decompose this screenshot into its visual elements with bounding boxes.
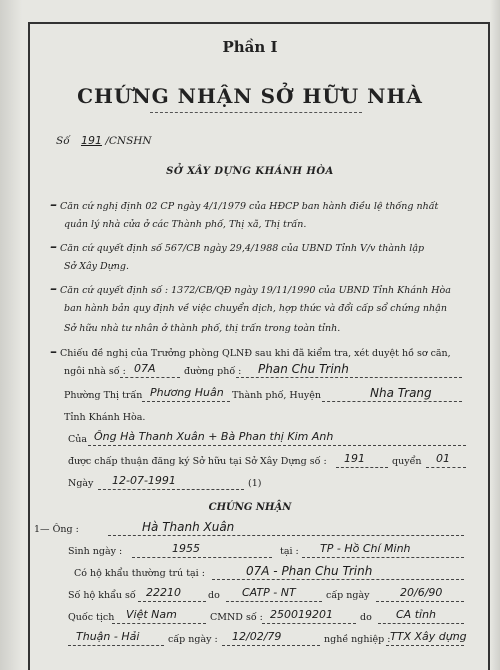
volume-label: quyển [392, 456, 422, 467]
household-date: 20/6/90 [400, 586, 443, 599]
street-label: đường phố : [184, 366, 242, 377]
owner-name: Hà Thanh Xuân [142, 520, 235, 534]
preamble-line: – Căn cứ quyết định số 567/CB ngày 29,4/1988 của UBND Tỉnh V/v thành lập [50, 239, 425, 255]
id-issuer-continued: Thuận - Hải [76, 630, 140, 643]
household-issuer-label: do [208, 590, 220, 601]
date-label: Ngày [68, 478, 94, 489]
job-label: nghề nghiệp : [324, 634, 391, 645]
number-value: 191 [80, 134, 102, 147]
pob-value: TP - Hồ Chí Minh [320, 542, 411, 555]
volume-value: 01 [436, 452, 450, 465]
footnote-mark: (1) [248, 478, 262, 489]
city-label: Thành phố, Huyện [232, 390, 321, 401]
document-title: CHỨNG NHẬN SỞ HỮU NHÀ [77, 84, 423, 108]
book-number: 191 [344, 452, 365, 465]
residence-label: Có hộ khẩu thường trú tại : [74, 568, 205, 579]
preamble-line: – Căn cứ nghị định 02 CP ngày 4/1/1979 của HĐCP ban hành điều lệ thống nhất [50, 197, 439, 213]
id-issuer-label: do [360, 612, 372, 623]
owner-name-row: 1— Ông : [34, 524, 79, 535]
id-label: CMND số : [210, 612, 263, 623]
owner-value: Ông Hà Thanh Xuân + Bà Phan thị Kim Anh [94, 430, 334, 443]
part-heading: Phần I [222, 38, 278, 56]
household-number: 22210 [146, 586, 181, 599]
pob-label: tại : [280, 546, 299, 557]
preamble-line: ban hành bản quy định về việc chuyển dịch, hợp thức và đổi cấp sổ chứng nhận [64, 303, 447, 314]
preamble-line: Sở hữu nhà tư nhân ở thành phố, thị trấn trong toàn tỉnh. [64, 323, 341, 334]
date-value: 12-07-1991 [112, 474, 176, 487]
certificate-heading: CHỨNG NHẬN [208, 502, 292, 513]
id-date: 12/02/79 [232, 630, 282, 643]
request-line: – Chiếu đề nghị của Trưởng phòng QLNĐ sau khi đã kiểm tra, xét duyệt hồ sơ căn, [50, 344, 451, 360]
id-issuer: CA tỉnh [396, 608, 437, 621]
title-underline [150, 112, 362, 113]
ward-value: Phương Huân [150, 386, 224, 399]
preamble-line: – Căn cứ quyết định số : 1372/CB/QĐ ngày 19/11/1990 của UBND Tỉnh Khánh Hòa [50, 281, 451, 297]
number-label: Số [56, 135, 70, 147]
house-number-label: ngôi nhà số : [64, 366, 126, 377]
household-label: Số hộ khẩu số [68, 590, 136, 601]
id-number: 250019201 [270, 608, 333, 621]
house-number-value: 07A [134, 362, 156, 375]
residence-value: 07A - Phan Chu Trinh [246, 564, 373, 578]
household-issuer: CATP - NT [242, 586, 296, 599]
city-value: Nha Trang [370, 386, 432, 400]
preamble-line: quản lý nhà cửa ở các Thành phố, Thị xã, Thị trấn. [64, 219, 307, 230]
ward-label: Phường Thị trấn [64, 390, 143, 401]
nationality-value: Việt Nam [126, 608, 177, 621]
owner-label: Của [68, 434, 88, 445]
id-date-label: cấp ngày : [168, 634, 218, 645]
certificate-number [56, 134, 152, 147]
job-value: TTX Xây dựng [390, 630, 467, 643]
dob-value: 1955 [172, 542, 200, 555]
dob-label: Sinh ngày : [68, 546, 123, 557]
number-suffix: /CNSHN [105, 135, 152, 147]
nationality-label: Quốc tịch [68, 612, 115, 623]
street-value: Phan Chu Trinh [258, 362, 349, 376]
approved-label: được chấp thuận đăng ký Sở hữu tại Sở Xây Dựng số : [68, 456, 327, 467]
department-name: SỞ XÂY DỰNG KHÁNH HÒA [166, 166, 334, 177]
preamble-line: Sở Xây Dựng. [64, 261, 130, 272]
province-name: Tỉnh Khánh Hòa. [64, 412, 146, 423]
household-date-label: cấp ngày [326, 590, 370, 601]
